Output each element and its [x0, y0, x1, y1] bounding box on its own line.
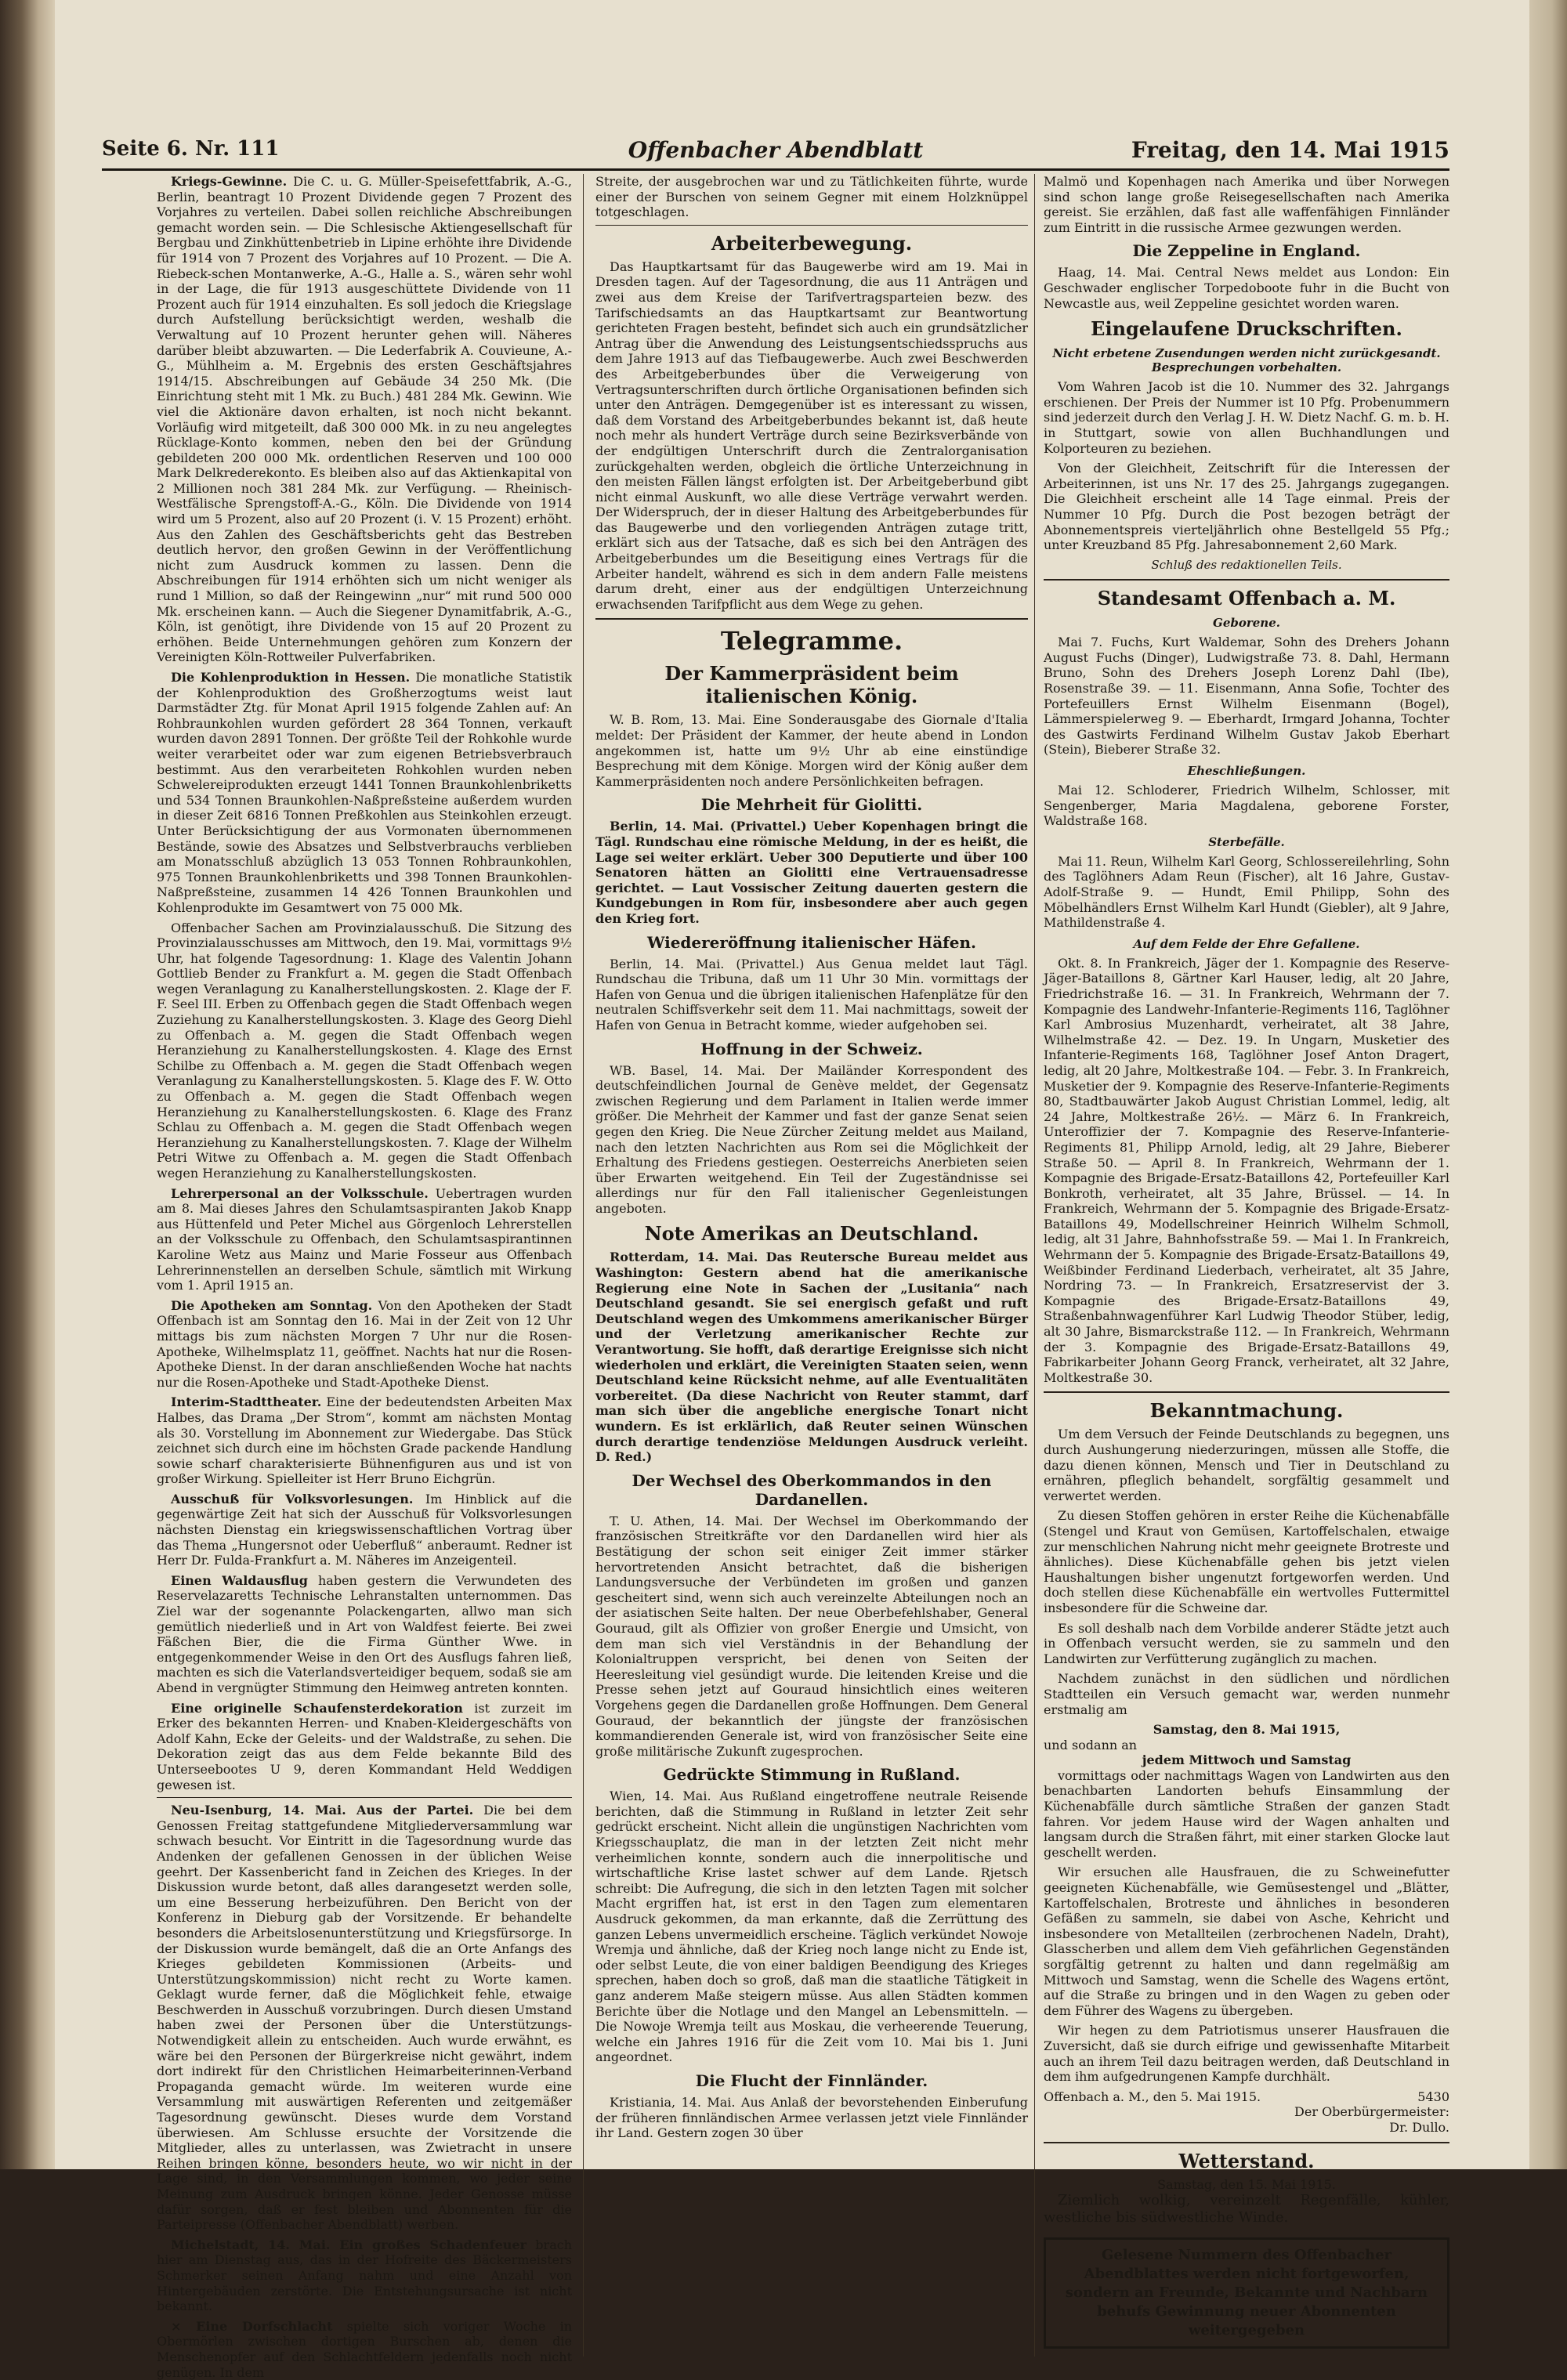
article-text: Nachdem zunächst in den südlichen und nördlichen Stadtteilen ein Versuch gemacht war, werden nunmehr erstmalig am: [1044, 1671, 1449, 1717]
article-text: Wir ersuchen alle Hausfrauen, die zu Schweinefutter geeigneten Küchenabfälle, wie Gemüsestengel und „Blätter, Kartoffelschalen, Brotreste und ähnliches in besonderen Gefäßen zu sammeln, sie dabei von Asche, Kehricht und insbesondere von Metallteilen (zerbrochenen Nadeln, Draht), Glasscherben und allem dem Vieh gefährlichen Gegenständen sorgfältig getrennt zu halten und dann regelmäßig am Mittwoch und Samstag, wenn die Schelle des Wagens ertönt, auf die Straße zu bringen und in den Wagen zu geben oder dem Führer des Wagens zu übergeben.: [1044, 1865, 1449, 2018]
article-lead: Michelstadt, 14. Mai. Ein großes Schadenfeuer: [171, 2237, 527, 2252]
section-heading: Wetterstand.: [1178, 2149, 1315, 2172]
issue-date: Freitag, den 14. Mai 1915: [1131, 137, 1449, 163]
divider: [595, 618, 1028, 620]
article-text: Rotterdam, 14. Mai. Das Reutersche Bureau meldet aus Washington: Gestern abend hat die amerikanische Regierung eine Note in Sachen der „Lusitania“ nach Deutschland gesandt. Sie sei energisch gefaßt und ruft Deutschland wegen des Umkommens amerikanischer Bürger und der Verletzung amerikanischer Rechte zur Verantwortung. Sie hofft, daß derartige Ereignisse sich nicht wiederholen und erklärt, die Vereinigten Staaten seien, wenn Deutschland keine Rücksicht nehme, auf alle Eventualitäten vorbereitet. (Da diese Nachricht von Reuter stammt, darf man sich über die angebliche energische Tonart nicht wundern. Es ist erklärlich, daß Reuter seinen Wünschen durch derartige tendenziöse Meldungen Ausdruck verleiht. D. Red.): [595, 1250, 1028, 1465]
article-text: Berlin, 14. Mai. (Privattel.) Aus Genua meldet laut Tägl. Rundschau die Tribuna, daß um 11 Uhr 30 Min. vormittags der Hafen von Genua und die übrigen italienischen Hafenplätze für den neutralen Schiffsverkehr seit dem 11. Mai nachmittags, soweit der Hafen von Genua in Betracht komme, wieder aufgehoben sei.: [595, 956, 1028, 1033]
signature-name: Dr. Dullo.: [1389, 2119, 1449, 2135]
article-lead: Neu-Isenburg, 14. Mai. Aus der Partei.: [171, 1803, 474, 1818]
weather-text: Ziemlich wolkig, vereinzelt Regenfälle, kühler, westliche bis südwestliche Winde.: [1044, 2192, 1449, 2226]
divider: [1044, 579, 1449, 581]
weather-date: Samstag, den 15. Mai 1915.: [1157, 2176, 1336, 2192]
article: [157, 1186, 572, 1293]
article-heading: Die Mehrheit für Giolitti.: [700, 795, 923, 815]
article-heading: Gedrückte Stimmung in Rußland.: [663, 1765, 961, 1785]
article: [157, 1573, 572, 1696]
divider: [1044, 2142, 1449, 2143]
article-lead: Die Apotheken am Sonntag.: [171, 1297, 373, 1313]
subsection-heading: Auf dem Felde der Ehre Gefallene.: [1133, 936, 1360, 951]
article-text: Okt. 8. In Frankreich, Jäger der 1. Kompagnie des Reserve-Jäger-Bataillons 8, Gärtner Karl Hauser, ledig, alt 20 Jahre, Friedrichstraße 16. — 31. In Frankreich, Wehrmann der 7. Kompagnie des Landwehr-Infanterie-Regiments 116, Taglöhner Karl Ambrosius Muzenhardt, verheiratet, alt 38 Jahre, Wilhelmstraße 42. — Dez. 19. In Ungarn, Musketier des Infanterie-Regiments 168, Taglöhner Josef Anton Dragert, ledig, alt 20 Jahre, Moltkestraße 104. — Febr. 3. In Frankreich, Musketier der 9. Kompagnie des Reserve-Infanterie-Regiments 80, Stadtbauwärter Jakob August Christian Lommel, ledig, alt 24 Jahre, Moltkestraße 26½. — März 6. In Frankreich, Unteroffizier der 7. Kompagnie des Reserve-Infanterie-Regiments 81, Philipp Arnold, ledig, alt 29 Jahre, Bieberer Straße 50. — April 8. In Frankreich, Wehrmann der 1. Kompagnie des Brigade-Ersatz-Bataillons 42, Portefeuiller Karl Bonkroth, verheiratet, alt 35 Jahre, Brüssel. — 14. In Frankreich, Wehrmann der 5. Kompagnie des Brigade-Ersatz-Bataillons 49, Modellschreiner Heinrich Wilhelm Schmoll, ledig, alt 31 Jahre, Bahnhofsstraße 59. — Mai 1. In Frankreich, Wehrmann der 5. Kompagnie des Brigade-Ersatz-Bataillons 49, Weißbinder Ferdinand Liederbach, verheiratet, alt 35 Jahre, Nordring 73. — In Frankreich, Ersatzreservist der 3. Kompagnie des Brigade-Ersatz-Bataillons 49, Straßenbahnwagenführer Karl Ludwig Theodor Stüber, ledig, alt 30 Jahre, Bismarckstraße 112. — In Frankreich, Wehrmann der 3. Kompagnie des Brigade-Ersatz-Bataillons 49, Fabrikarbeiter Johann Georg Franck, verheiratet, alt 32 Jahre, Moltkestraße 30.: [1044, 955, 1449, 1385]
article-text: W. B. Rom, 13. Mai. Eine Sonderausgabe des Giornale d'Italia meldet: Der Präsident der Kammer, der heute abend in London angekommen ist, hatte um 9½ Uhr ab eine einstündige Besprechung mit dem Könige. Morgen wird der König außer dem Kammerpräsidenten noch andere Persönlichkeiten befragen.: [595, 712, 1028, 789]
article-text: Kristiania, 14. Mai. Aus Anlaß der bevorstehenden Einberufung der früheren finnländischen Armee verlassen jetzt viele Finnländer ihr Land. Gestern zogen 30 über: [595, 2094, 1028, 2141]
article-text: spielte sich voriger Woche in Obermörlen zwischen dortigen Burschen ab, denen die Menschenopfer auf den Schlachtfeldern jedenfalls noch nicht genügen. In dem: [157, 2318, 572, 2380]
column-1: [157, 174, 573, 2380]
article-continuation: Malmö und Kopenhagen nach Amerika und über Norwegen sind schon lange große Reisegesellschaften nach Amerika gereist. Sie erzählen, daß fast alle waffenfähigen Finnländer zum Eintritt in die russische Armee gezwungen werden.: [1044, 174, 1449, 235]
article-lead: Eine originelle Schaufensterdekoration: [171, 1700, 463, 1716]
article-heading: Wiedereröffnung italienischer Häfen.: [646, 932, 976, 952]
article-text: Das Hauptkartsamt für das Baugewerbe wird am 19. Mai in Dresden tagen. Auf der Tagesordnung, die aus 11 Anträgen und zwei aus dem Kreise der Tarifvertragsparteien bezw. des Tarifschiedsamts an das Hauptkartsamt zur Beantwortung gerichteten Fragen besteht, befindet sich auch ein grundsätzlicher Antrag über die Anwendung des Leistungsentschiedsspruchs aus dem Jahre 1913 auf das Tiefbaugewerbe. Auch zwei Beschwerden des Arbeitgeberbundes über die Verweigerung von Vertragsunterschriften durch örtliche Organisationen befinden sich unter den Anträgen. Demgegenüber ist es interessant zu wissen, daß dem Vorstand des Arbeitgeberbundes bekannt ist, daß heute noch mehr als hundert Verträge durch seine Bezirksverbände von der endgültigen Unterschrift durch die Zentralorganisation zurückgehalten werden, obgleich die örtliche Unterzeichnung in den meisten Fällen längst erfolgten ist. Der Arbeitgeberbund gibt nicht einmal Auskunft, wo alle diese Verträge verwahrt werden. Der Widerspruch, der in dieser Haltung des Arbeitgeberbundes für das Baugewerbe und den vorliegenden Anträgen zutage tritt, erklärt sich aus der Tatsache, daß es sich bei den Anträgen des Arbeitgeberbundes um die Beseitigung eines Vertrags für die Arbeiter handelt, während es sich in dem andern Falle meistens darum dreht, einer aus der endgültigen Unterzeichnung erwachsenden Tarifpflicht aus dem Wege zu gehen.: [595, 259, 1028, 612]
subsection-heading: Eheschließungen.: [1187, 764, 1306, 779]
editorial-end-note: Schluß des redaktionellen Teils.: [1151, 557, 1342, 572]
article-text: Von der Gleichheit, Zeitschrift für die Interessen der Arbeiterinnen, ist uns Nr. 17 des 25. Jahrgangs zugegangen. Die Gleichheit erscheint alle 14 Tage einmal. Preis der Nummer 10 Pfg. Durch die Post bezogen beträgt der Abonnementspreis vierteljährlich ohne Bestellgeld 55 Pfg.; unter Kreuzband 85 Pfg. Jahresabonnement 2,60 Mark.: [1044, 461, 1449, 553]
divider: [595, 225, 1028, 226]
article-heading: Der Wechsel des Oberkommandos in den Dardanellen.: [632, 1470, 992, 1509]
boxed-notice: Gelesene Nummern des Offenbacher Abendblattes werden nicht fortgeworfen, sondern an Freunde, Bekannte und Nachbarn behufs Gewinnung neuer Abonnenten weitergegeben: [1044, 2237, 1449, 2349]
section-subheading: Nicht erbetene Zusendungen werden nicht zurückgesandt. Besprechungen vorbehalten.: [1052, 346, 1441, 375]
article: [157, 2237, 572, 2314]
notice-place: Offenbach a. M., den 5. Mai 1915.: [1044, 2089, 1261, 2104]
subsection-heading: Geborene.: [1213, 616, 1280, 631]
page-number: Seite 6. Nr. 111: [102, 137, 280, 161]
article-lead: Einen Waldausflug: [171, 1572, 308, 1588]
article-text: T. U. Athen, 14. Mai. Der Wechsel im Oberkommando der französischen Streitkräfte vor den Dardanellen wird hier als Bestätigung der schon seit einiger Zeit immer stärker hervortretenden Ansicht betrachtet, daß die bisherigen Landungsversuche der Verbündeten im großen und ganzen gescheitert sind, wenn sich auch vereinzelte Abteilungen noch an der asiatischen Seite halten. Der neue Oberbefehlshaber, General Gouraud, gilt als Offizier von großer Energie und Umsicht, von dem man sich viel Verständnis in der Behandlung der Kolonialtruppen verspricht, bei denen von Seiten der Heeresleitung viel gesündigt wurde. Die leitenden Kreise und die Presse sehen jetzt auf Gouraud hinsichtlich eines weiteren Vorgehens gegen die Dardanellen große Hoffnungen. Dem General Gouraud, der bekanntlich der jüngste der französischen kommandierenden Generale ist, wird von französischer Seite eine große militärische Zukunft zugesprochen.: [595, 1513, 1028, 1759]
notice-number: 5430: [1417, 2089, 1449, 2104]
article-text: Mai 11. Reun, Wilhelm Karl Georg, Schlossereilehrling, Sohn des Taglöhners Adam Reun (Fischer), alt 16 Jahre, Gustav-Adolf-Straße 9. — Hundt, Emil Philipp, Sohn des Möbelhändlers Ernst Wilhelm Karl Hundt (Giebler), alt 9 Jahre, Mathildenstraße 4.: [1044, 853, 1449, 931]
article-lead: × Eine Dorfschlacht: [171, 2318, 333, 2334]
article: [157, 921, 572, 1181]
article: [157, 1492, 572, 1568]
article-text: WB. Basel, 14. Mai. Der Mailänder Korrespondent des deutschfeindlichen Journal de Genève meldet, der Gegensatz zwischen Regierung und dem Parlament in Italien werde immer größer. Die Mehrheit der Kammer und fast der ganze Senat seien gegen den Krieg. Die Neue Zürcher Zeitung meldet aus Mailand, nach den letzten Nachrichten aus Rom sei die Möglichkeit der Erhaltung des Friedens gestiegen. Oesterreichs Anerbieten seien über Erwarten weitgehend. Ein Teil der Zugeständnisse sei allerdings nur für den Fall italienischer Gegenleistungen angeboten.: [595, 1062, 1028, 1216]
notice-date: jedem Mittwoch und Samstag: [1142, 1752, 1352, 1768]
masthead-title: Offenbacher Abendblatt: [628, 137, 924, 163]
signature-title: Der Oberbürgermeister:: [1294, 2104, 1449, 2120]
column-rule: [583, 174, 584, 2356]
article: [157, 1298, 572, 1391]
notice-place-date: [1044, 2089, 1449, 2105]
section-heading: Arbeiterbewegung.: [711, 231, 913, 255]
notice-text: und sodann an: [1044, 1737, 1138, 1752]
article: [157, 174, 572, 665]
article-text: haben gestern die Verwundeten des Reservelazaretts Technische Lehranstalten unternommen. Das Ziel war der sogenannte Polackengarten, allwo man sich gemütlich niederließ und in Art von Waldfest feierte. Bei zwei Fäßchen Bier, die die Firma Günther Wwe. in entgegenkommender Weise in den Ort des Ausflugs fahren ließ, machten es sich die Vaterlandsverteidiger bequem, sodaß sie am Abend in vergnügter Stimmung den Heimweg antreten konnten.: [157, 1572, 573, 1695]
article-text: Wien, 14. Mai. Aus Rußland eingetroffene neutrale Reisende berichten, daß die Stimmung in Rußland in letzter Zeit sehr gedrückt erscheint. Nicht allein die ungünstigen Nachrichten vom Kriegsschauplatz, die man in der letzten Zeit nicht mehr verheimlichen konnte, sondern auch die innerpolitische und wirtschaftliche Krise lastet schwer auf dem Lande. Rjetsch schreibt: Die Aufregung, die sich in den letzten Tagen mit solcher Macht ergriffen hat, ist erst in den Tagen zum elementaren Ausdruck gekommen, da man erkannte, daß die Zerrüttung des ganzen Lebens unvermeidlich erscheine. Täglich verkündet Nowoje Wremja und ähnliche, daß der Krieg noch lange nicht zu Ende ist, oder selbst Leute, die von einer baldigen Beendigung des Krieges sprechen, haben doch so groß, daß man die staatliche Tätigkeit in ganz anderem Maße steigern müsse. Aus allen Städten kommen Berichte über die Notlage und den Mangel an Lebensmitteln. — Die Nowoje Wremja teilt aus Moskau, die verheerende Teuerung, welche ein Jahres 1916 für die Zeit vom 10. Mai bis 1. Juni angeordnet.: [595, 1789, 1028, 2065]
column-2: [595, 174, 1028, 2356]
book-spine: [0, 0, 55, 2169]
column-rule: [1034, 174, 1035, 2356]
section-heading: Eingelaufene Druckschriften.: [1091, 317, 1402, 341]
page-header: [102, 137, 1449, 171]
article-heading: Hoffnung in der Schweiz.: [700, 1039, 923, 1058]
article-lead: Interim-Stadttheater.: [171, 1394, 322, 1410]
section-heading: Bekanntmachung.: [1149, 1399, 1344, 1423]
article-continuation: Streite, der ausgebrochen war und zu Tätlichkeiten führte, wurde einer der Burschen von seinem Gegner mit einem Holzknüppel totgeschlagen.: [595, 174, 1028, 220]
article-lead: Lehrerpersonal an der Volksschule.: [171, 1185, 429, 1201]
article-heading: Der Kammerpräsident beim italienischen König.: [664, 662, 959, 708]
article-heading: Die Zeppeline in England.: [1132, 241, 1361, 261]
article-text: Die monatliche Statistik der Kohlenproduktion des Großherzogtums weist laut Darmstädter Ztg. für Monat April 1915 folgende Zahlen auf: An Rohbraunkohlen wurden gefördert 28 364 Tonnen, verkauft wurden davon 2891 Tonnen. Der größte Teil der Rohkohle wurde weiter verarbeitet oder war zum eigenen Betriebsverbrauch bestimmt. Aus den verarbeiteten Rohkohlen wurden neben Schwelereiprodukten erzeugt 1441 Tonnen Braunkohlenbriketts und 534 Tonnen Braunkohlen-Naßpreßsteine außerdem wurden in dieser Zeit 6816 Tonnen Preßkohlen aus Steinkohlen erzeugt. Unter Berücksichtigung der aus Vormonaten übernommenen Bestände, sowie des Absatzes und Selbstverbrauchs verblieben am Monatsschluß abzüglich 13 053 Tonnen Rohbraunkohlen, 975 Tonnen Braunkohlenbriketts und 398 Tonnen Braunkohlen-Naßpreßsteine, zusammen 14 426 Tonnen Braunkohlen und Kohlenprodukte im Gesamtwert von 75 000 Mk.: [157, 670, 572, 915]
article-text: vormittags oder nachmittags Wagen von Landwirten aus den benachbarten Landorten behufs Einsammlung der Küchenabfälle durch sämtliche Straßen der ganzen Stadt fahren. Vor jedem Hause wird der Wagen anhalten und langsam durch die Straßen fährt, mit einer starken Glocke laut geschellt werden.: [1044, 1767, 1449, 1860]
divider: [1044, 1391, 1449, 1393]
article-text: Zu diesen Stoffen gehören in erster Reihe die Küchenabfälle (Stengel und Kraut von Gemüsen, Kartoffelschalen, etwaige zur menschlichen Nahrung nicht mehr geeignete Brotreste und ähnliches). Diese Küchenabfälle gehen bis jetzt vielen Haushaltungen bisher ungenutzt fortgeworfen werden. Und doch stellen diese Küchenabfälle ein wertvolles Futtermittel insbesondere für die Schweine dar.: [1044, 1508, 1449, 1615]
article-text: Die C. u. G. Müller-Speisefettfabrik, A.-G., Berlin, beantragt 10 Prozent Dividende gegen 7 Prozent des Vorjahres zu verteilen. Dabei sollen reichliche Abschreibungen gemacht worden sein. — Die Schlesische Aktiengesellschaft für Bergbau und Zinkhüttenbetrieb in Lipine erhöhte ihre Dividende für 1914 von 7 Prozent des Vorjahres auf 10 Prozent. — Die A. Riebeck-schen Montanwerke, A.-G., Halle a. S., wären sehr wohl in der Lage, die für 1913 ausgeschüttete Dividende von 11 Prozent auch für 1914 einzuhalten. Es soll jedoch die Kriegslage durch Aufstellung berücksichtigt werden, weshalb die Verwaltung auf 10 Prozent herunter gehen will. Näheres darüber bleibt abzuwarten. — Die Lederfabrik A. Couvieune, A.-G., Mühlheim a. M. Ergebnis des ersten Geschäftsjahres 1914/15. Abschreibungen auf Gebäude 34 250 Mk. (Die Einrichtung steht mit 1 Mk. zu Buch.) 481 284 Mk. Gewinn. Wie viel die Aktionäre davon erhalten, ist noch nicht bekannt. Vorläufig wird mitgeteilt, daß 300 000 Mk. in zu neu angelegtes Rücklage-Konto kommen, neben den bei der Gründung gebildeten 200 000 Mk. ordentlichen Reserven und 100 000 Mark Delkrederekonto. Es bleiben also auf das Aktienkapital von 2 Millionen noch 381 284 Mk. zur Verfügung. — Rheinisch-Westfälische Sprengstoff-A.-G., Köln. Die Dividende von 1914 wird um 5 Prozent, also auf 20 Prozent (i. V. 15 Prozent) erhöht. Aus den Zahlen des Geschäftsberichts geht das Bestreben deutlich hervor, den großen Gewinn in der Veröffentlichung nicht zum Ausdruck kommen zu lassen. Denn die Abschreibungen für 1914 erhöhten sich um nicht weniger als rund 1 Million, so daß der Reingewinn „nur“ mit rund 500 000 Mk. erscheinen kann. — Auch die Siegener Dynamitfabrik, A.-G., Köln, ist genötigt, ihre Dividende von 15 auf 20 Prozent zu erhöhen. Beide Unternehmungen gehören zum Konzern der Vereinigten Köln-Rottweiler Pulverfabriken.: [157, 174, 572, 665]
article-lead: Kriegs-Gewinne.: [171, 174, 288, 189]
notice-date: Samstag, den 8. Mai 1915,: [1153, 1722, 1341, 1738]
article-text: Eine der bedeutendsten Arbeiten Max Halbes, das Drama „Der Strom“, kommt am nächsten Montag als 30. Vorstellung im Abonnement zur Wiedergabe. Das Stück zeichnet sich durch eine im höchsten Grade packende Handlung sowie scharf charakterisierte Bühnenfiguren aus und ist von großer Wirkung. Spielleiter ist Herr Bruno Eichgrün.: [157, 1394, 572, 1487]
article: [157, 1803, 572, 2233]
column-3: [1044, 174, 1449, 2356]
article: [157, 2319, 572, 2380]
article-lead: Die Kohlenproduktion in Hessen.: [171, 670, 411, 685]
article-text: ist zurzeit im Erker des bekannten Herren- und Knaben-Kleidergeschäfts von Adolf Kahn, Ecke der Geleits- und der Waldstraße, zu sehen. Die Dekoration zeigt das aus dem Felde bekannte Bild des Unterseebootes U 9, deren Kommandant Held Weddigen gewesen ist.: [157, 1700, 573, 1792]
article-text: Die bei dem Genossen Freitag stattgefundene Mitgliederversammlung war schwach besucht. Vor Eintritt in die Tagesordnung wurde das Andenken der gefallenen Genossen in der üblichen Weise geehrt. Der Kassenbericht fand in Zeichen des Krieges. In der Diskussion wurde betont, daß alles darangesetzt werden solle, um eine Besserung herbeizuführen. Den Bericht von der Konferenz in Dieburg gab der Vorsitzende. Er behandelte besonders die Arbeitslosenunterstützung und Kriegsfürsorge. In der Diskussion wurde bemängelt, daß die an Orte Anfangs des Krieges gebildeten Kommissionen (Arbeits- und Unterstützungskommission) nicht recht zu Worte kamen. Geklagt wurde ferner, daß die Möglichkeit fehle, etwaige Beschwerden in Ausschuß vorzubringen. Durch diesen Umstand haben zwei der Personen über die Unterstützungs-Notwendigkeit allein zu entscheiden. Auch wurde erwähnt, es wäre bei den Personen der Bürgerkreise nicht gewährt, indem dort indirekt für den Christlichen Heimarbeiterinnen-Verband Propaganda gemacht würde. Im weiteren wurde eine Versammlung mit auswärtigen Referenten und zeitgemäßer Tagesordnung gewünscht. Dieses wurde dem Vorstand überwiesen. Am Schlusse ersuchte der Vorsitzende die Mitglieder, alles zu unterlassen, was Zwietracht in unsere Reihen bringen könne, besonders heute, wo wir nicht in der Lage sind, in den Versammlungen kommen, wo jeder seine Meinung zum Ausdruck bringen könne. Jeder Genosse müsse dafür sorgen, daß er fest bleiben und Abonnenten für die Parteipresse (Offenbacher Abendblatt) werben.: [157, 1803, 573, 2233]
article-heading: Die Flucht der Finnländer.: [695, 2071, 928, 2090]
article-text: Berlin, 14. Mai. (Privattel.) Ueber Kopenhagen bringt die Tägl. Rundschau eine römische Meldung, in der es heißt, die Lage sei weiter erklärt. Ueber 300 Deputierte und über 100 Senatoren hätten an Giolitti eine Vertrauensadresse gerichtet. — Laut Vossischer Zeitung dauerten gestern die Kundgebungen in Rom für, insbesondere aber auch gegen den Krieg fort.: [595, 819, 1028, 926]
article-text: Haag, 14. Mai. Central News meldet aus London: Ein Geschwader englischer Torpedoboote fuhr in die Bucht von Newcastle aus, weil Zeppeline gesichtet worden waren.: [1044, 265, 1449, 311]
article-text: Uebertragen wurden am 8. Mai dieses Jahres den Schulamtsaspiranten Jakob Knapp aus Hüttenfeld und Peter Michel aus Görgenloch Lehrerstellen an der Volksschule zu Offenbach, den Schulamtsaspirantinnen Karoline Wetz aus Mainz und Marie Fosseur aus Offenbach Lehrerinnenstellen an derselben Schule, sämtlich mit Wirkung vom 1. April 1915 an.: [157, 1185, 573, 1293]
section-heading: Standesamt Offenbach a. M.: [1097, 587, 1396, 610]
article-heading: Note Amerikas an Deutschland.: [644, 1222, 979, 1246]
article-text: brach hier am Dienstag aus, das in der Hofreite des Bäckermeisters Schmerker seinen Anfang nahm und eine Anzahl von Hintergebäuden zerstörte. Die Entstehungsursache ist nicht bekannt.: [157, 2237, 572, 2314]
article-text: Wir hegen zu dem Patriotismus unserer Hausfrauen die Zuversicht, daß sie durch eifrige und gewissenhafte Mitarbeit auch an ihrem Teil dazu beitragen werden, daß Deutschland in dem ihm aufgedrungenen Kampfe durchhält.: [1044, 2023, 1449, 2085]
article-text: Vom Wahren Jacob ist die 10. Nummer des 32. Jahrgangs erschienen. Der Preis der Nummer ist 10 Pfg. Probenummern sind jederzeit durch den Verlag J. H. W. Dietz Nachf. G. m. b. H. in Stuttgart, sowie von allen Buchhandlungen und Kolporteuren zu beziehen.: [1044, 379, 1449, 456]
article-text: Es soll deshalb nach dem Vorbilde anderer Städte jetzt auch in Offenbach versucht werden, sie zu sammeln und den Landwirten zur Verfütterung zugänglich zu machen.: [1044, 1620, 1449, 1666]
article-text: Von den Apotheken der Stadt Offenbach ist am Sonntag den 16. Mai in der Zeit von 12 Uhr mittags bis zum nächsten Morgen 7 Uhr nur die Rosen-Apotheke, Wilhelmsplatz 11, geöffnet. Nachts hat nur die Rosen-Apotheke Dienst. In der daran anschließenden Woche hat nachts nur die Rosen-Apotheke und Stadt-Apotheke Dienst.: [157, 1297, 572, 1390]
subsection-heading: Sterbefälle.: [1208, 834, 1285, 849]
article-text: Im Hinblick auf die gegenwärtige Zeit hat sich der Ausschuß für Volksvorlesungen nächsten Dienstag ein kriegswissenschaftlichen Vortrag über das Thema „Hungersnot oder Ueberfluß“ anberaumt. Redner ist Herr Dr. Fulda-Frankfurt a. M. Näheres im Anzeigenteil.: [157, 1491, 572, 1568]
article-lead: Ausschuß für Volksvorlesungen.: [171, 1491, 414, 1506]
article: [157, 1701, 572, 1793]
article: [157, 1394, 572, 1487]
article-text: Mai 12. Schloderer, Friedrich Wilhelm, Schlosser, mit Sengenberger, Maria Magdalena, geborene Forster, Waldstraße 168.: [1044, 783, 1449, 829]
section-heading: Telegramme.: [720, 626, 903, 656]
article: [157, 670, 572, 916]
article-text: Offenbacher Sachen am Provinzialausschuß. Die Sitzung des Provinzialausschusses am Mittwoch, den 19. Mai, vormittags 9½ Uhr, hat folgende Tagesordnung: 1. Klage des Valentin Johann Gottlieb Bender zu Frankfurt a. M. gegen die Stadt Offenbach wegen Veranlagung zu Kanalherstellungskosten. 2. Klage der F. F. Seel III. Erben zu Offenbach gegen die Stadt Offenbach wegen Zuziehung zu Kanalherstellungskosten. 3. Klage des Georg Diehl zu Offenbach a. M. gegen die Stadt Offenbach wegen Heranziehung zu Kanalherstellungskosten. 4. Klage des Ernst Schilbe zu Offenbach a. M. gegen die Stadt Offenbach wegen Veranlagung zu Kanalherstellungskosten. 5. Klage des F. W. Otto zu Offenbach a. M. gegen die Stadt Offenbach wegen Heranziehung zu Kanalherstellungskosten. 6. Klage des Franz Schlau zu Offenbach a. M. gegen die Stadt Offenbach wegen Heranziehung zu Kanalherstellungskosten. 7. Klage der Wilhelm Petri Witwe zu Offenbach a. M. gegen die Stadt Offenbach wegen Heranziehung zu Kanalherstellungskosten.: [157, 920, 572, 1181]
page-edge: [1529, 0, 1567, 2169]
article-text: Mai 7. Fuchs, Kurt Waldemar, Sohn des Drehers Johann August Fuchs (Dinger), Ludwigstraße 73. 8. Dahl, Hermann Bruno, Sohn des Drehers Joseph Lorenz Dahl (Ibe), Rosenstraße 39. — 11. Eisenmann, Anna Sofie, Tochter des Portefeuillers Ernst Wilhelm Eisenmann (Bogel), Lämmerspielerweg 9. — Eberhardt, Irmgard Johanna, Tochter des Gastwirts Ferdinand Wilhelm Gustav Jakob Eberhart (Stein), Bieberer Straße 32.: [1044, 635, 1449, 758]
article-text: Um dem Versuch der Feinde Deutschlands zu begegnen, uns durch Aushungerung niederzuringen, müssen alle Stoffe, die dazu dienen können, Mensch und Tier in Deutschland zu ernähren, pfleglich behandelt, sorgfältig gesammelt und verwertet werden.: [1044, 1427, 1449, 1503]
divider: [157, 1797, 572, 1798]
